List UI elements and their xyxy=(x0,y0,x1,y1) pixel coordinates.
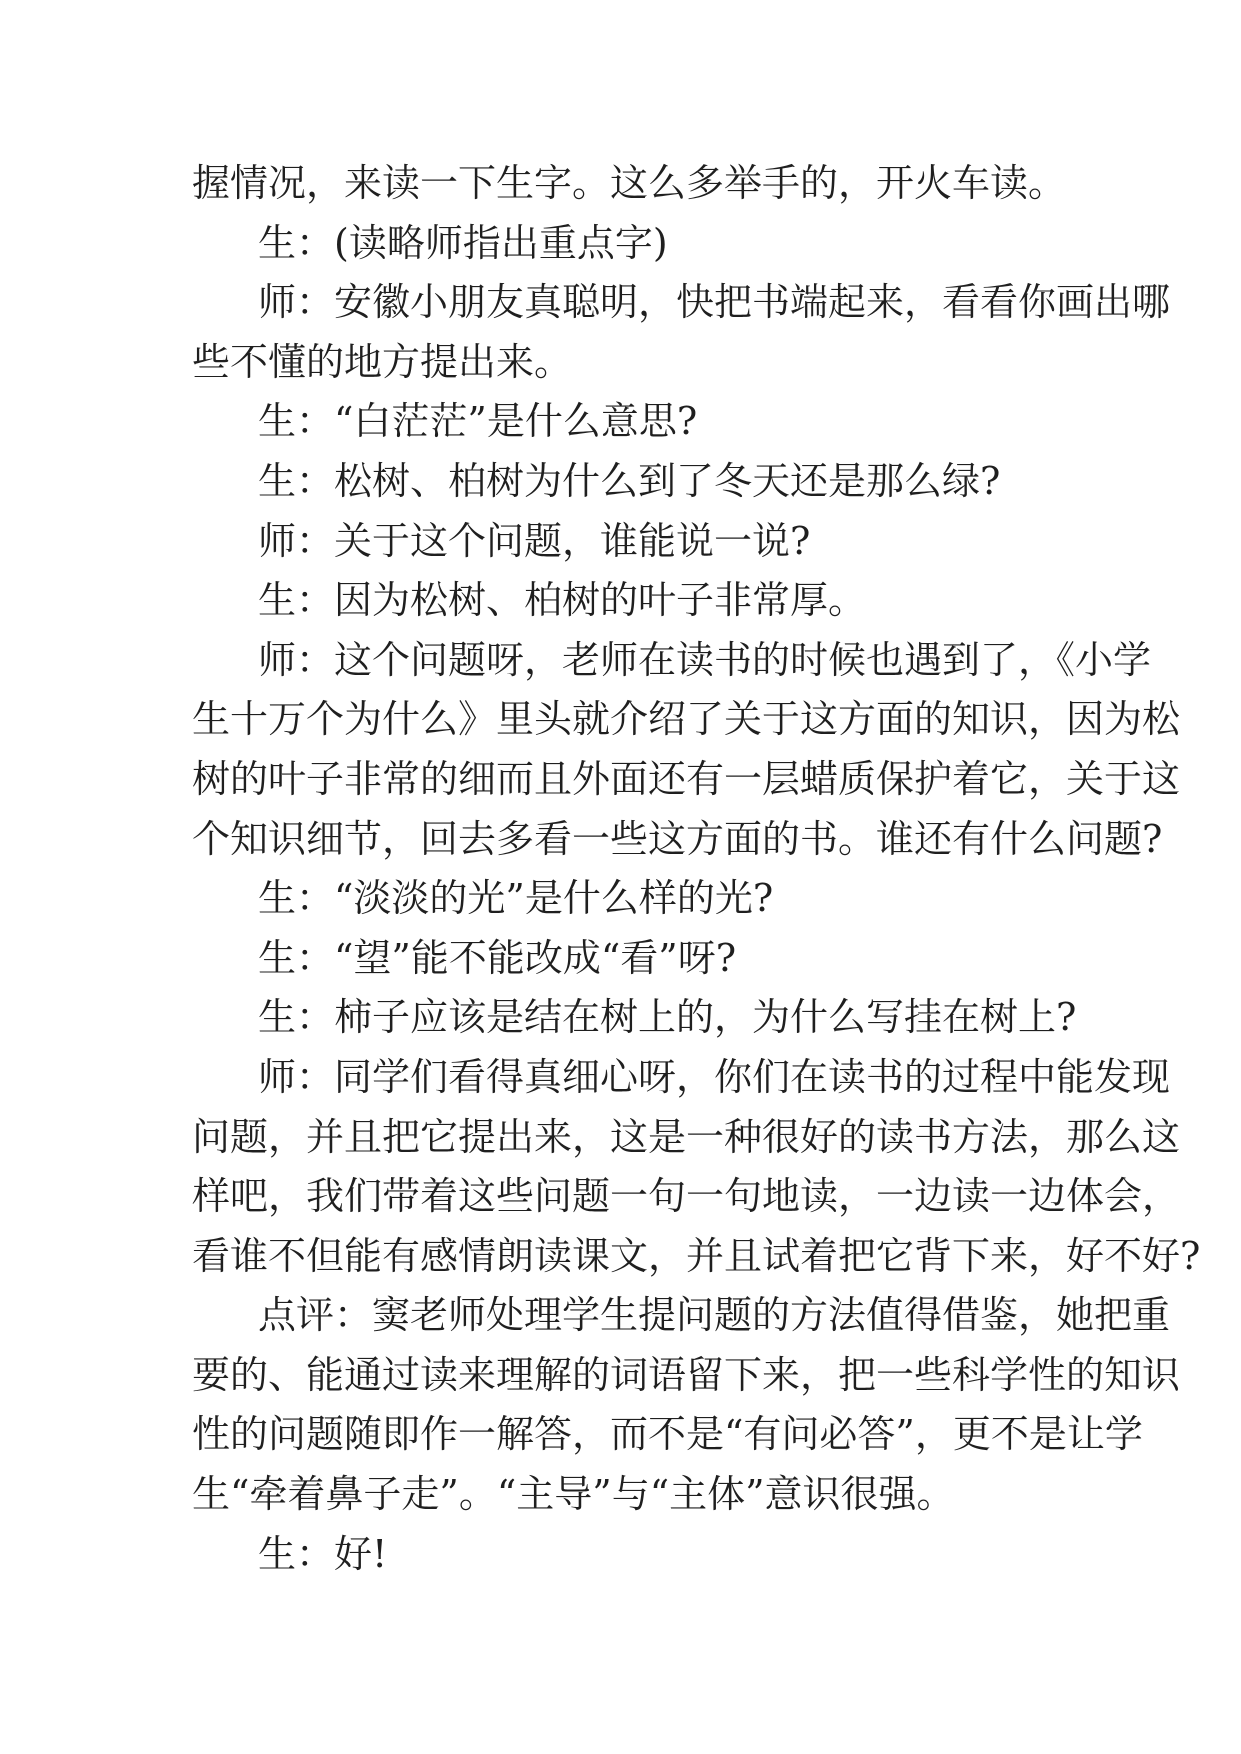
text-line: 生：因为松树、柏树的叶子非常厚。 xyxy=(258,578,867,623)
text-line: 性的问题随即作一解答，而不是“有问必答”，更不是让学 xyxy=(192,1412,1143,1457)
paragraph xyxy=(192,988,1077,1048)
text-line: 师：同学们看得真细心呀，你们在读书的过程中能发现 xyxy=(258,1054,1171,1099)
text-line: 样吧，我们带着这些问题一句一句地读，一边读一边体会， xyxy=(192,1174,1181,1219)
paragraph xyxy=(192,1048,1201,1286)
text-line: 生“牵着鼻子走”。“主导”与“主体”意识很强。 xyxy=(192,1472,955,1517)
paragraph xyxy=(192,392,1049,452)
paragraph xyxy=(192,1286,1181,1524)
paragraph xyxy=(192,1525,1049,1585)
text-line: 看谁不但能有感情朗读课文，并且试着把它背下来，好不好? xyxy=(192,1233,1201,1278)
text-line: 师：安徽小朋友真聪明，快把书端起来，看看你画出哪 xyxy=(258,280,1171,325)
text-line: 师：这个问题呀，老师在读书的时候也遇到了，《小学 xyxy=(258,637,1152,682)
text-line: 生十万个为什么》里头就介绍了关于这方面的知识，因为松 xyxy=(192,697,1181,742)
paragraph xyxy=(192,929,1049,989)
document-page xyxy=(192,154,1201,1584)
text-line: 生：好! xyxy=(258,1531,388,1576)
paragraph xyxy=(192,571,1049,631)
text-line: 握情况，来读一下生字。这么多举手的，开火车读。 xyxy=(192,161,1067,205)
text-line: 生：松树、柏树为什么到了冬天还是那么绿? xyxy=(258,458,1001,503)
text-line: 生：(读略师指出重点字) xyxy=(258,220,668,265)
text-line: 生：“淡淡的光”是什么样的光? xyxy=(258,876,774,921)
text-line: 生：柿子应该是结在树上的，为什么写挂在树上? xyxy=(258,995,1077,1040)
paragraph xyxy=(192,512,1049,572)
paragraph xyxy=(192,869,1049,929)
paragraph xyxy=(192,273,1171,392)
text-line: 个知识细节，回去多看一些这方面的书。谁还有什么问题? xyxy=(192,816,1163,861)
text-line: 些不懂的地方提出来。 xyxy=(192,339,573,384)
text-line: 生：“白茫茫”是什么意思? xyxy=(258,399,698,444)
text-line: 生：“望”能不能改成“看”呀? xyxy=(258,935,737,980)
paragraph xyxy=(192,631,1181,869)
text-line: 树的叶子非常的细而且外面还有一层蜡质保护着它，关于这 xyxy=(192,756,1181,801)
text-line: 点评：窦老师处理学生提问题的方法值得借鉴，她把重 xyxy=(258,1293,1171,1338)
text-line: 师：关于这个问题，谁能说一说? xyxy=(258,518,811,563)
paragraph xyxy=(192,452,1049,512)
text-line: 要的、能通过读来理解的词语留下来，把一些科学性的知识 xyxy=(192,1352,1181,1397)
paragraph xyxy=(192,154,1067,214)
paragraph xyxy=(192,214,1049,274)
text-line: 问题，并且把它提出来，这是一种很好的读书方法，那么这 xyxy=(192,1114,1181,1159)
